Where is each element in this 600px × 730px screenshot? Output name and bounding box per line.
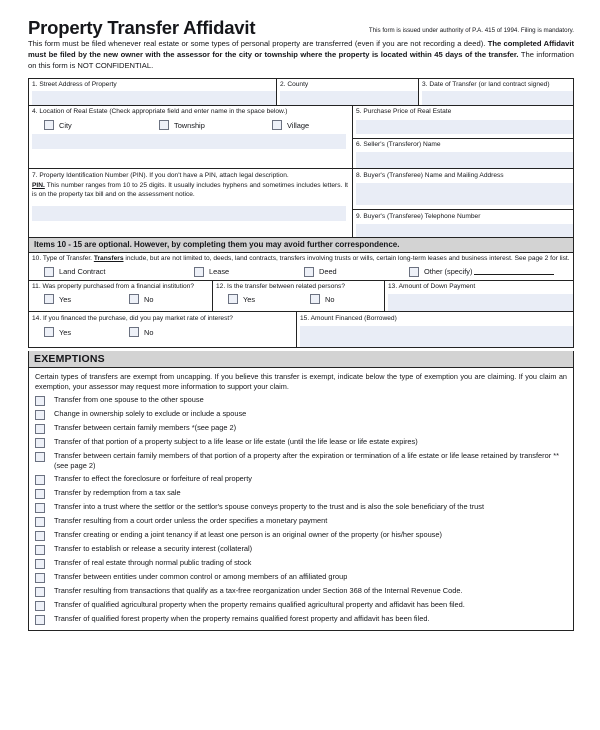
field-buyer-name-address[interactable] (353, 169, 573, 209)
form-intro-paragraph (28, 39, 574, 71)
checkbox-village-box[interactable] (272, 120, 282, 130)
item-10-type-of-transfer (29, 253, 573, 280)
exemption-label: Change in ownership solely to exclude or include a spouse (54, 409, 247, 419)
item-11-no[interactable] (129, 294, 153, 304)
item-14-yes[interactable] (44, 327, 129, 337)
checkbox-deed-label: Deed (319, 267, 337, 277)
item-11-label: 11. Was property purchased from a financial institution? (32, 283, 194, 291)
field-buyer-telephone-label: 9. Buyer's (Transferee) Telephone Number (356, 212, 481, 220)
field-county-label: 2. County (280, 81, 309, 89)
exemption-item[interactable] (35, 502, 567, 513)
optional-items-table (28, 253, 574, 348)
field-purchase-price[interactable] (353, 106, 573, 138)
exemption-checkbox[interactable] (35, 531, 45, 541)
exemption-checkbox[interactable] (35, 601, 45, 611)
exemption-label: Transfer of that portion of a property subject to a life lease or life estate (until the life lease or life estate expires) (54, 437, 418, 447)
fields-row-2 (29, 105, 573, 169)
exemption-label: Transfer of qualified forest property when the property remains qualified forest property and affidavit has been filed. (54, 614, 430, 624)
exemption-label: Transfer creating or ending a joint tenancy if at least one person is an original owner of the property (or his/her spouse) (54, 530, 442, 540)
item-12-yes-label: Yes (243, 294, 256, 304)
field-buyer-telephone-input[interactable] (356, 224, 573, 237)
field-street-address-input[interactable] (32, 91, 276, 105)
exemption-label: Transfer resulting from transactions that qualify as a tax-free reorganization under Section 368 of the Internal Revenue Code. (54, 586, 463, 596)
checkbox-land-contract-label: Land Contract (59, 267, 106, 277)
item-11-no-box[interactable] (129, 294, 139, 304)
field-street-address[interactable] (29, 79, 277, 105)
field-date-of-transfer-input[interactable] (422, 91, 573, 105)
exemption-checkbox[interactable] (35, 503, 45, 513)
checkbox-city[interactable] (44, 120, 159, 130)
exemption-item[interactable] (35, 572, 567, 583)
exemption-label: Transfer resulting from a court order unless the order specifies a monetary payment (54, 516, 328, 526)
item-11-yes-label: Yes (59, 294, 72, 304)
exemption-checkbox[interactable] (35, 410, 45, 420)
item-15-input[interactable] (300, 326, 573, 347)
checkbox-city-label: City (59, 120, 72, 130)
item-10-label (32, 255, 573, 263)
exemption-checkbox[interactable] (35, 517, 45, 527)
exemption-label: Transfer by redemption from a tax sale (54, 488, 181, 498)
item-14-no-box[interactable] (129, 327, 139, 337)
exemption-checkbox[interactable] (35, 587, 45, 597)
exemption-label: Transfer of qualified agricultural property when the property remains qualified agricultural property and affidavit has been filed. (54, 600, 465, 610)
checkbox-township-box[interactable] (159, 120, 169, 130)
item-11-yes-box[interactable] (44, 294, 54, 304)
fields-row-3 (29, 168, 573, 237)
intro-text-bold: The completed Affidavit must be filed by the new owner with the assessor for the city or township where the property is located within 45 days of the transfer. (28, 39, 574, 60)
exemption-checkbox[interactable] (35, 573, 45, 583)
checkbox-lease-box[interactable] (194, 267, 204, 277)
item-13-input[interactable] (388, 294, 573, 311)
exemptions-list (35, 395, 567, 624)
item-12-label: 12. Is the transfer between related persons? (216, 283, 346, 291)
item-14-market-rate (29, 312, 297, 347)
exemption-label: Transfer to effect the foreclosure or forfeiture of real property (54, 474, 252, 484)
exemption-checkbox[interactable] (35, 475, 45, 485)
page-title: Property Transfer Affidavit (28, 17, 256, 38)
field-pin-note (32, 182, 352, 199)
exemption-label: Transfer between certain family members *(see page 2) (54, 423, 237, 433)
field-pin (29, 169, 353, 237)
exemptions-section (28, 368, 574, 630)
exemption-checkbox[interactable] (35, 452, 45, 462)
field-buyer-name-address-label: 8. Buyer's (Transferee) Name and Mailing Address (356, 171, 504, 179)
item-12-no[interactable] (310, 294, 334, 304)
fields-row-1 (29, 79, 573, 105)
checkbox-city-box[interactable] (44, 120, 54, 130)
item-10-prefix: 10. Type of Transfer. (32, 255, 94, 263)
exemption-label: Transfer between certain family members of that portion of a property after the expiration or termination of a life estate or life lease retained by transferor ** (see page 2) (54, 451, 560, 470)
exemption-item[interactable] (35, 586, 567, 597)
buyer-fields-stack (353, 169, 573, 237)
identification-fields-table (28, 78, 574, 238)
checkbox-lease-label: Lease (209, 267, 230, 277)
checkbox-township[interactable] (159, 120, 272, 130)
field-pin-input[interactable] (32, 206, 346, 221)
form-header (28, 18, 574, 37)
items-11-13-row (29, 280, 573, 312)
fields-right-stack (353, 106, 573, 169)
field-location-label: 4. Location of Real Estate (Check appropriate field and enter name in the space below.) (32, 108, 288, 115)
item-15-label: 15. Amount Financed (Borrowed) (300, 314, 397, 322)
exemption-label: Transfer of real estate through normal public trading of stock (54, 558, 252, 568)
exemption-label: Transfer to establish or release a security interest (collateral) (54, 544, 253, 554)
checkbox-deed[interactable] (304, 267, 409, 277)
field-seller-name-input[interactable] (356, 152, 573, 168)
item-10-rest: include, but are not limited to, deeds, land contracts, transfers involving trusts or wills, certain long-term leases and business interest. See page 2 for list. (123, 255, 570, 263)
other-specify-input[interactable] (474, 268, 554, 275)
exemption-item[interactable] (35, 437, 567, 448)
field-date-of-transfer-label: 3. Date of Transfer (or land contract signed) (422, 81, 550, 89)
checkbox-land-contract[interactable] (44, 267, 194, 277)
exemption-checkbox[interactable] (35, 396, 45, 406)
pin-note-text: This number ranges from 10 to 25 digits. It usually includes hyphens and sometimes includes letters. It is on the property tax bill and on the assessment notice. (32, 182, 348, 199)
exemption-checkbox[interactable] (35, 489, 45, 499)
exemptions-intro: Certain types of transfers are exempt from uncapping. If you believe this transfer is exempt, indicate below the type of exemption you are claiming. If you claim an exemption, your assessor may request more information to support your claim. (35, 372, 567, 392)
exemption-item[interactable] (35, 409, 567, 420)
exemption-item[interactable] (35, 544, 567, 555)
field-buyer-telephone[interactable] (353, 209, 573, 237)
item-12-yes-box[interactable] (228, 294, 238, 304)
exemption-item[interactable] (35, 395, 567, 406)
optional-items-banner: Items 10 - 15 are optional. However, by completing them you may avoid further correspondence. (28, 238, 574, 253)
item-11-no-label: No (144, 294, 154, 304)
exemption-item[interactable] (35, 600, 567, 611)
item-14-no[interactable] (129, 327, 153, 337)
item-10-row (29, 253, 573, 280)
field-seller-name-label: 6. Seller's (Transferor) Name (356, 141, 441, 148)
item-12-no-label: No (325, 294, 335, 304)
item-11-financial-institution (29, 281, 213, 312)
item-15-amount-financed[interactable] (297, 312, 573, 347)
item-10-underlined-word: Transfers (93, 255, 124, 263)
field-street-address-label: 1. Street Address of Property (32, 81, 117, 89)
location-checkbox-group (44, 120, 352, 130)
item-12-related-persons (213, 281, 385, 312)
exemption-label: Transfer between entities under common control or among members of an affiliated group (54, 572, 348, 582)
field-county[interactable] (277, 79, 419, 105)
checkbox-deed-box[interactable] (304, 267, 314, 277)
field-location-of-real-estate (29, 106, 353, 169)
item-14-options (44, 327, 296, 337)
exemption-item[interactable] (35, 516, 567, 527)
field-purchase-price-label: 5. Purchase Price of Real Estate (356, 108, 452, 115)
field-location-name-input[interactable] (32, 134, 346, 149)
item-14-yes-box[interactable] (44, 327, 54, 337)
exemption-item[interactable] (35, 558, 567, 569)
transfer-type-checkbox-group (44, 267, 573, 277)
exemption-item[interactable] (35, 423, 567, 434)
item-14-yes-label: Yes (59, 327, 72, 337)
items-14-15-row (29, 311, 573, 347)
intro-text-part1: This form must be filed whenever real estate or some types of personal property are transferred (even if you are not recording a deed). (28, 39, 488, 49)
exemption-item[interactable] (35, 614, 567, 625)
exemption-checkbox[interactable] (35, 559, 45, 569)
exemption-label: Transfer into a trust where the settlor or the settlor's spouse conveys property to the trust and is also the sole beneficiary of the trust (54, 502, 485, 512)
exemption-checkbox[interactable] (35, 424, 45, 434)
field-seller-name[interactable] (353, 138, 573, 169)
item-11-yes[interactable] (44, 294, 129, 304)
item-13-down-payment[interactable] (385, 281, 573, 312)
checkbox-other[interactable] (409, 267, 554, 277)
exemption-item[interactable] (35, 530, 567, 541)
exemption-item[interactable] (35, 474, 567, 485)
field-county-input[interactable] (280, 91, 418, 105)
field-date-of-transfer[interactable] (419, 79, 573, 105)
item-12-no-box[interactable] (310, 294, 320, 304)
authority-note: This form is issued under authority of P.A. 415 of 1994. Filing is mandatory. (368, 27, 574, 35)
exemption-checkbox[interactable] (35, 545, 45, 555)
checkbox-other-label: Other (specify) (424, 267, 473, 277)
item-13-label: 13. Amount of Down Payment (388, 283, 476, 291)
checkbox-lease[interactable] (194, 267, 304, 277)
exemption-checkbox[interactable] (35, 438, 45, 448)
item-14-label: 14. If you financed the purchase, did you pay market rate of interest? (32, 314, 233, 322)
checkbox-village-label: Village (287, 120, 310, 130)
exemption-label: Transfer from one spouse to the other spouse (54, 395, 204, 405)
item-14-no-label: No (144, 327, 154, 337)
pin-note-keyword: PIN. (32, 182, 45, 190)
checkbox-village[interactable] (272, 120, 309, 130)
field-purchase-price-input[interactable] (356, 120, 573, 134)
checkbox-township-label: Township (174, 120, 205, 130)
item-11-options (44, 294, 212, 304)
exemption-checkbox[interactable] (35, 615, 45, 625)
field-pin-label: 7. Property Identification Number (PIN). If you don't have a PIN, attach legal description. (32, 171, 289, 179)
intro-text-part2: The information on this form is NOT CONFIDENTIAL. (28, 50, 574, 70)
item-12-options (228, 294, 384, 304)
field-buyer-name-address-input[interactable] (356, 183, 573, 205)
exemptions-heading: EXEMPTIONS (28, 351, 574, 368)
exemption-item[interactable] (35, 451, 567, 470)
item-12-yes[interactable] (228, 294, 310, 304)
checkbox-land-contract-box[interactable] (44, 267, 54, 277)
exemption-item[interactable] (35, 488, 567, 499)
checkbox-other-box[interactable] (409, 267, 419, 277)
